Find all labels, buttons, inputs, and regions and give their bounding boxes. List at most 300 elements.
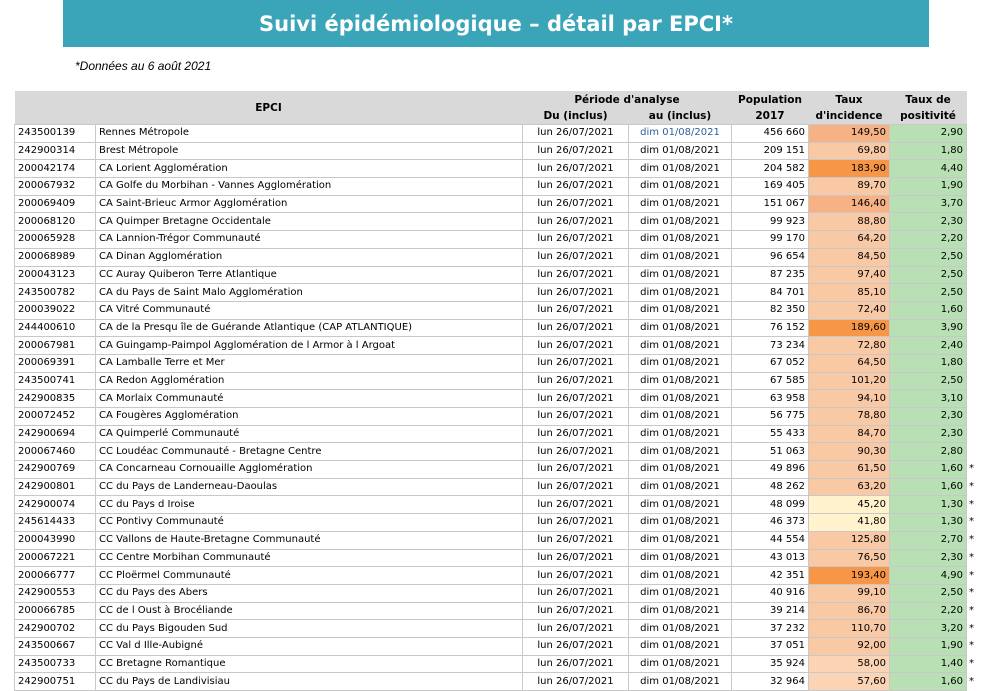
- period-end-cell: dim 01/08/2021: [629, 160, 732, 178]
- period-end-cell: dim 01/08/2021: [629, 496, 732, 514]
- period-end-cell: dim 01/08/2021: [629, 655, 732, 673]
- positivity-cell: 2,50: [890, 248, 967, 266]
- epci-name-cell: CA Concarneau Cornouaille Agglomération: [96, 461, 523, 479]
- positivity-cell: 3,10: [890, 390, 967, 408]
- population-cell: 42 351: [732, 567, 809, 585]
- table-row: [15, 602, 983, 620]
- population-cell: 48 099: [732, 496, 809, 514]
- incidence-cell: 58,00: [809, 655, 890, 673]
- positivity-cell: 1,80: [890, 142, 967, 160]
- period-start-cell: lun 26/07/2021: [523, 584, 629, 602]
- period-start-cell: lun 26/07/2021: [523, 301, 629, 319]
- population-cell: 73 234: [732, 337, 809, 355]
- table-row: [15, 160, 983, 178]
- population-cell: 96 654: [732, 248, 809, 266]
- epci-name-cell: CA Lannion-Trégor Communauté: [96, 231, 523, 249]
- footnote-marker: [967, 213, 983, 231]
- period-end-cell: dim 01/08/2021: [629, 266, 732, 284]
- epci-code-cell: 200069409: [15, 195, 96, 213]
- footnote-marker: *: [967, 496, 983, 514]
- period-end-cell: dim 01/08/2021: [629, 461, 732, 479]
- population-cell: 46 373: [732, 514, 809, 532]
- epci-name-cell: CC Bretagne Romantique: [96, 655, 523, 673]
- epci-name-cell: CA Vitré Communauté: [96, 301, 523, 319]
- period-end-cell: dim 01/08/2021: [629, 142, 732, 160]
- epci-code-cell: 200072452: [15, 408, 96, 426]
- epci-name-cell: CA Quimperlé Communauté: [96, 425, 523, 443]
- epci-header: EPCI: [15, 91, 523, 125]
- epci-name-cell: CC Auray Quiberon Terre Atlantique: [96, 266, 523, 284]
- epci-name-cell: CA de la Presqu île de Guérande Atlantique (CAP ATLANTIQUE): [96, 319, 523, 337]
- incidence-cell: 183,90: [809, 160, 890, 178]
- table-row: [15, 549, 983, 567]
- epci-name-cell: CA Guingamp-Paimpol Agglomération de l Armor à l Argoat: [96, 337, 523, 355]
- epci-name-cell: CC du Pays des Abers: [96, 584, 523, 602]
- epci-name-cell: CA du Pays de Saint Malo Agglomération: [96, 284, 523, 302]
- population-cell: 35 924: [732, 655, 809, 673]
- positivity-cell: 2,40: [890, 337, 967, 355]
- positivity-cell: 2,20: [890, 602, 967, 620]
- epci-code-cell: 200043123: [15, 266, 96, 284]
- period-start-cell: lun 26/07/2021: [523, 354, 629, 372]
- epci-name-cell: CC Loudéac Communauté - Bretagne Centre: [96, 443, 523, 461]
- table-row: [15, 178, 983, 196]
- period-end-cell: dim 01/08/2021: [629, 354, 732, 372]
- period-start-cell: lun 26/07/2021: [523, 319, 629, 337]
- population-cell: 169 405: [732, 178, 809, 196]
- incidence-cell: 69,80: [809, 142, 890, 160]
- epci-name-cell: CA Quimper Bretagne Occidentale: [96, 213, 523, 231]
- epci-code-cell: 200039022: [15, 301, 96, 319]
- epci-name-cell: CA Fougères Agglomération: [96, 408, 523, 426]
- epci-name-cell: Rennes Métropole: [96, 125, 523, 143]
- table-row: [15, 319, 983, 337]
- incidence-cell: 110,70: [809, 620, 890, 638]
- footnote-marker: *: [967, 549, 983, 567]
- epci-code-cell: 242900314: [15, 142, 96, 160]
- population-cell: 32 964: [732, 673, 809, 691]
- epci-name-cell: CC Ploërmel Communauté: [96, 567, 523, 585]
- period-end-cell: dim 01/08/2021: [629, 248, 732, 266]
- positivity-cell: 2,50: [890, 284, 967, 302]
- period-end-cell: dim 01/08/2021: [629, 549, 732, 567]
- epci-code-cell: 200065928: [15, 231, 96, 249]
- table-row: [15, 125, 983, 143]
- incidence-cell: 72,40: [809, 301, 890, 319]
- footnote-marker: [967, 231, 983, 249]
- period-start-cell: lun 26/07/2021: [523, 248, 629, 266]
- period-end-cell: dim 01/08/2021: [629, 443, 732, 461]
- epci-code-cell: 242900553: [15, 584, 96, 602]
- incidence-cell: 88,80: [809, 213, 890, 231]
- incidence-cell: 45,20: [809, 496, 890, 514]
- epci-code-cell: 242900769: [15, 461, 96, 479]
- table-row: [15, 354, 983, 372]
- period-start-cell: lun 26/07/2021: [523, 496, 629, 514]
- positivity-cell: 1,60: [890, 478, 967, 496]
- period-end-cell: dim 01/08/2021: [629, 602, 732, 620]
- epci-code-cell: 243500667: [15, 637, 96, 655]
- epci-code-cell: 243500782: [15, 284, 96, 302]
- periode-header: Période d'analyse: [523, 91, 732, 108]
- epci-code-cell: 200068989: [15, 248, 96, 266]
- population-cell: 56 775: [732, 408, 809, 426]
- epci-code-cell: 200069391: [15, 354, 96, 372]
- epci-name-cell: CC du Pays de Landerneau-Daoulas: [96, 478, 523, 496]
- population-cell: 43 013: [732, 549, 809, 567]
- period-end-cell: dim 01/08/2021: [629, 390, 732, 408]
- population-cell: 39 214: [732, 602, 809, 620]
- positivity-cell: 2,50: [890, 372, 967, 390]
- footnote-marker: [967, 142, 983, 160]
- incidence-cell: 86,70: [809, 602, 890, 620]
- period-start-cell: lun 26/07/2021: [523, 602, 629, 620]
- period-end-cell: dim 01/08/2021: [629, 637, 732, 655]
- population-cell: 48 262: [732, 478, 809, 496]
- incidence-cell: 78,80: [809, 408, 890, 426]
- period-start-cell: lun 26/07/2021: [523, 142, 629, 160]
- table-row: [15, 567, 983, 585]
- epci-name-cell: CA Redon Agglomération: [96, 372, 523, 390]
- period-end-cell: dim 01/08/2021: [629, 337, 732, 355]
- footnote-marker: *: [967, 478, 983, 496]
- period-start-cell: lun 26/07/2021: [523, 673, 629, 691]
- footnote-marker: *: [967, 620, 983, 638]
- positivity-cell: 4,90: [890, 567, 967, 585]
- period-end-cell: dim 01/08/2021: [629, 584, 732, 602]
- incidence-cell: 146,40: [809, 195, 890, 213]
- epci-code-cell: 200066777: [15, 567, 96, 585]
- epci-name-cell: CC du Pays Bigouden Sud: [96, 620, 523, 638]
- positivity-header-line2: positivité: [890, 108, 967, 125]
- incidence-cell: 76,50: [809, 549, 890, 567]
- period-start-cell: lun 26/07/2021: [523, 408, 629, 426]
- footnote-marker: [967, 408, 983, 426]
- epci-code-cell: 242900801: [15, 478, 96, 496]
- table-row: [15, 301, 983, 319]
- page-title: Suivi épidémiologique – détail par EPCI*: [63, 0, 929, 47]
- period-start-cell: lun 26/07/2021: [523, 567, 629, 585]
- epci-code-cell: 242900835: [15, 390, 96, 408]
- epci-code-cell: 200068120: [15, 213, 96, 231]
- period-end-cell: dim 01/08/2021: [629, 425, 732, 443]
- population-cell: 82 350: [732, 301, 809, 319]
- data-date-note: *Données au 6 août 2021: [75, 59, 212, 73]
- footnote-marker: *: [967, 673, 983, 691]
- footnote-marker: [967, 248, 983, 266]
- footnote-marker: [967, 195, 983, 213]
- population-cell: 67 585: [732, 372, 809, 390]
- population-cell: 67 052: [732, 354, 809, 372]
- period-start-cell: lun 26/07/2021: [523, 461, 629, 479]
- incidence-cell: 84,50: [809, 248, 890, 266]
- epci-code-cell: 242900694: [15, 425, 96, 443]
- incidence-cell: 63,20: [809, 478, 890, 496]
- positivity-cell: 3,20: [890, 620, 967, 638]
- table-row: [15, 655, 983, 673]
- table-row: [15, 531, 983, 549]
- footnote-marker: [967, 301, 983, 319]
- epci-name-cell: CA Saint-Brieuc Armor Agglomération: [96, 195, 523, 213]
- incidence-header-line1: Taux: [809, 91, 890, 108]
- positivity-cell: 2,50: [890, 266, 967, 284]
- epci-code-cell: 242900074: [15, 496, 96, 514]
- epci-name-cell: CC Vallons de Haute-Bretagne Communauté: [96, 531, 523, 549]
- epci-name-cell: CC de l Oust à Brocéliande: [96, 602, 523, 620]
- positivity-cell: 4,40: [890, 160, 967, 178]
- footnote-marker: *: [967, 655, 983, 673]
- epci-code-cell: 200067932: [15, 178, 96, 196]
- table-row: [15, 637, 983, 655]
- table-row: [15, 142, 983, 160]
- period-end-cell: dim 01/08/2021: [629, 514, 732, 532]
- footnote-marker: [967, 390, 983, 408]
- footnote-marker: [967, 425, 983, 443]
- incidence-cell: 97,40: [809, 266, 890, 284]
- positivity-cell: 2,50: [890, 584, 967, 602]
- footnote-marker: [967, 443, 983, 461]
- incidence-cell: 90,30: [809, 443, 890, 461]
- positivity-cell: 3,70: [890, 195, 967, 213]
- epci-name-cell: CC du Pays de Landivisiau: [96, 673, 523, 691]
- period-end-cell: dim 01/08/2021: [629, 178, 732, 196]
- table-row: [15, 478, 983, 496]
- footnote-marker: [967, 354, 983, 372]
- footnote-marker: [967, 178, 983, 196]
- positivity-cell: 3,90: [890, 319, 967, 337]
- epci-name-cell: CC Centre Morbihan Communauté: [96, 549, 523, 567]
- period-start-cell: lun 26/07/2021: [523, 478, 629, 496]
- positivity-cell: 1,60: [890, 301, 967, 319]
- period-start-cell: lun 26/07/2021: [523, 125, 629, 143]
- period-end-cell: dim 01/08/2021: [629, 567, 732, 585]
- period-start-cell: lun 26/07/2021: [523, 231, 629, 249]
- epci-code-cell: 242900751: [15, 673, 96, 691]
- period-start-cell: lun 26/07/2021: [523, 195, 629, 213]
- incidence-cell: 64,20: [809, 231, 890, 249]
- epci-code-cell: 200067221: [15, 549, 96, 567]
- footnote-marker: *: [967, 584, 983, 602]
- period-start-cell: lun 26/07/2021: [523, 372, 629, 390]
- period-end-cell: dim 01/08/2021: [629, 213, 732, 231]
- epci-name-cell: CC du Pays d Iroise: [96, 496, 523, 514]
- incidence-cell: 101,20: [809, 372, 890, 390]
- table-row: [15, 284, 983, 302]
- table-row: [15, 461, 983, 479]
- footnote-marker: [967, 319, 983, 337]
- footnote-marker: *: [967, 461, 983, 479]
- positivity-cell: 2,30: [890, 549, 967, 567]
- epci-name-cell: Brest Métropole: [96, 142, 523, 160]
- period-end-cell: dim 01/08/2021: [629, 125, 732, 143]
- epci-code-cell: 200067460: [15, 443, 96, 461]
- epci-code-cell: 244400610: [15, 319, 96, 337]
- epci-name-cell: CA Lorient Agglomération: [96, 160, 523, 178]
- population-cell: 63 958: [732, 390, 809, 408]
- population-cell: 55 433: [732, 425, 809, 443]
- table-row: [15, 213, 983, 231]
- du-header: Du (inclus): [523, 108, 629, 125]
- incidence-cell: 72,80: [809, 337, 890, 355]
- period-start-cell: lun 26/07/2021: [523, 178, 629, 196]
- incidence-cell: 94,10: [809, 390, 890, 408]
- table-row: [15, 231, 983, 249]
- incidence-cell: 84,70: [809, 425, 890, 443]
- incidence-cell: 193,40: [809, 567, 890, 585]
- period-start-cell: lun 26/07/2021: [523, 160, 629, 178]
- footnote-marker: *: [967, 602, 983, 620]
- incidence-cell: 85,10: [809, 284, 890, 302]
- table-row: [15, 425, 983, 443]
- table-row: [15, 514, 983, 532]
- population-cell: 209 151: [732, 142, 809, 160]
- footnote-marker: [967, 337, 983, 355]
- epci-name-cell: CA Golfe du Morbihan - Vannes Agglomération: [96, 178, 523, 196]
- positivity-cell: 2,30: [890, 408, 967, 426]
- population-cell: 99 170: [732, 231, 809, 249]
- footnote-marker: *: [967, 531, 983, 549]
- population-cell: 44 554: [732, 531, 809, 549]
- positivity-cell: 2,80: [890, 443, 967, 461]
- positivity-cell: 1,60: [890, 461, 967, 479]
- table-row: [15, 443, 983, 461]
- positivity-cell: 1,40: [890, 655, 967, 673]
- period-start-cell: lun 26/07/2021: [523, 531, 629, 549]
- footnote-marker: *: [967, 514, 983, 532]
- population-cell: 151 067: [732, 195, 809, 213]
- period-start-cell: lun 26/07/2021: [523, 425, 629, 443]
- incidence-cell: 61,50: [809, 461, 890, 479]
- period-start-cell: lun 26/07/2021: [523, 284, 629, 302]
- au-header: au (inclus): [629, 108, 732, 125]
- epci-code-cell: 245614433: [15, 514, 96, 532]
- population-cell: 40 916: [732, 584, 809, 602]
- period-start-cell: lun 26/07/2021: [523, 637, 629, 655]
- footnote-marker: *: [967, 637, 983, 655]
- positivity-cell: 1,90: [890, 637, 967, 655]
- period-end-cell: dim 01/08/2021: [629, 301, 732, 319]
- epci-code-cell: 243500733: [15, 655, 96, 673]
- header-spacer: [967, 108, 983, 125]
- header-spacer: [967, 91, 983, 108]
- positivity-cell: 2,90: [890, 125, 967, 143]
- population-cell: 87 235: [732, 266, 809, 284]
- population-cell: 49 896: [732, 461, 809, 479]
- period-start-cell: lun 26/07/2021: [523, 443, 629, 461]
- population-header-line1: Population: [732, 91, 809, 108]
- epci-code-cell: 200042174: [15, 160, 96, 178]
- footnote-marker: [967, 266, 983, 284]
- population-cell: 51 063: [732, 443, 809, 461]
- incidence-cell: 189,60: [809, 319, 890, 337]
- incidence-cell: 125,80: [809, 531, 890, 549]
- positivity-cell: 2,30: [890, 213, 967, 231]
- footnote-marker: [967, 160, 983, 178]
- population-cell: 456 660: [732, 125, 809, 143]
- incidence-cell: 99,10: [809, 584, 890, 602]
- positivity-cell: 2,70: [890, 531, 967, 549]
- epci-code-cell: 200066785: [15, 602, 96, 620]
- positivity-cell: 2,20: [890, 231, 967, 249]
- population-cell: 76 152: [732, 319, 809, 337]
- period-end-cell: dim 01/08/2021: [629, 620, 732, 638]
- positivity-cell: 1,30: [890, 496, 967, 514]
- incidence-cell: 92,00: [809, 637, 890, 655]
- incidence-cell: 41,80: [809, 514, 890, 532]
- positivity-cell: 1,30: [890, 514, 967, 532]
- table-row: [15, 390, 983, 408]
- table-row: [15, 496, 983, 514]
- incidence-cell: 57,60: [809, 673, 890, 691]
- period-start-cell: lun 26/07/2021: [523, 514, 629, 532]
- table-row: [15, 408, 983, 426]
- population-cell: 204 582: [732, 160, 809, 178]
- population-cell: 99 923: [732, 213, 809, 231]
- period-end-cell: dim 01/08/2021: [629, 231, 732, 249]
- table-row: [15, 195, 983, 213]
- period-end-cell: dim 01/08/2021: [629, 408, 732, 426]
- footnote-marker: *: [967, 567, 983, 585]
- epci-code-cell: 200067981: [15, 337, 96, 355]
- positivity-cell: 2,30: [890, 425, 967, 443]
- period-start-cell: lun 26/07/2021: [523, 655, 629, 673]
- period-end-cell: dim 01/08/2021: [629, 372, 732, 390]
- incidence-cell: 64,50: [809, 354, 890, 372]
- period-start-cell: lun 26/07/2021: [523, 266, 629, 284]
- positivity-header-line1: Taux de: [890, 91, 967, 108]
- table-row: [15, 248, 983, 266]
- epci-name-cell: CA Morlaix Communauté: [96, 390, 523, 408]
- positivity-cell: 1,90: [890, 178, 967, 196]
- epci-code-cell: 243500139: [15, 125, 96, 143]
- period-end-cell: dim 01/08/2021: [629, 531, 732, 549]
- period-end-cell: dim 01/08/2021: [629, 673, 732, 691]
- period-end-cell: dim 01/08/2021: [629, 319, 732, 337]
- incidence-header-line2: d'incidence: [809, 108, 890, 125]
- footnote-marker: [967, 284, 983, 302]
- period-end-cell: dim 01/08/2021: [629, 284, 732, 302]
- footnote-marker: [967, 372, 983, 390]
- population-cell: 37 051: [732, 637, 809, 655]
- positivity-cell: 1,60: [890, 673, 967, 691]
- table-row: [15, 584, 983, 602]
- population-cell: 84 701: [732, 284, 809, 302]
- incidence-cell: 89,70: [809, 178, 890, 196]
- positivity-cell: 1,80: [890, 354, 967, 372]
- table-row: [15, 620, 983, 638]
- period-end-cell: dim 01/08/2021: [629, 478, 732, 496]
- population-cell: 37 232: [732, 620, 809, 638]
- period-end-cell: dim 01/08/2021: [629, 195, 732, 213]
- table-row: [15, 372, 983, 390]
- period-start-cell: lun 26/07/2021: [523, 620, 629, 638]
- table-row: [15, 266, 983, 284]
- epci-name-cell: CC Pontivy Communauté: [96, 514, 523, 532]
- period-start-cell: lun 26/07/2021: [523, 337, 629, 355]
- footnote-marker: [967, 125, 983, 143]
- epci-name-cell: CC Val d Ille-Aubigné: [96, 637, 523, 655]
- epci-name-cell: CA Lamballe Terre et Mer: [96, 354, 523, 372]
- period-start-cell: lun 26/07/2021: [523, 549, 629, 567]
- epci-code-cell: 242900702: [15, 620, 96, 638]
- epci-code-cell: 200043990: [15, 531, 96, 549]
- epci-code-cell: 243500741: [15, 372, 96, 390]
- incidence-cell: 149,50: [809, 125, 890, 143]
- period-start-cell: lun 26/07/2021: [523, 390, 629, 408]
- population-header-line2: 2017: [732, 108, 809, 125]
- period-start-cell: lun 26/07/2021: [523, 213, 629, 231]
- table-row: [15, 337, 983, 355]
